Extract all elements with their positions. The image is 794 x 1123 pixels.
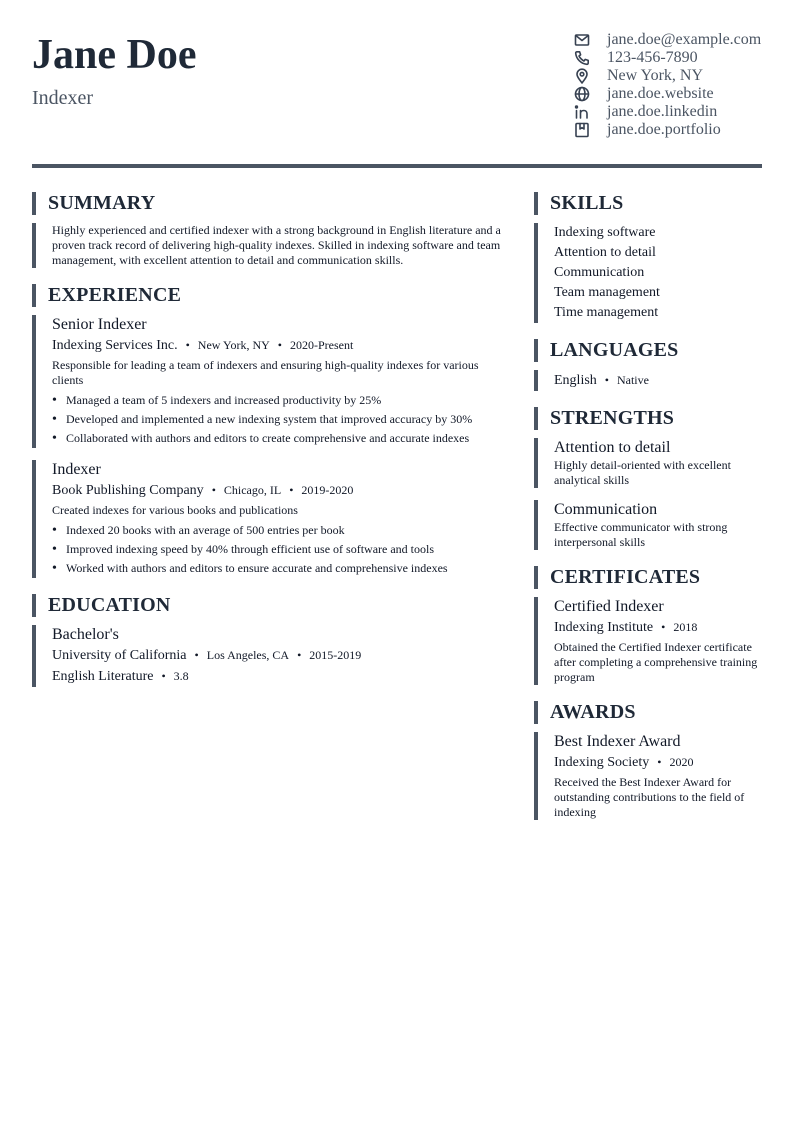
contact-email[interactable] [574,31,774,49]
experience-entry [32,315,512,448]
school-dates: 2015-2019 [309,648,362,662]
portfolio-icon [574,121,592,139]
job-location: Chicago, IL [223,483,282,497]
list-item: • Improved indexing speed by 40% through efficient use of software and tools [52,540,512,559]
job-bullets [52,521,512,578]
experience-heading: EXPERIENCE [32,284,512,307]
certificate-text: Obtained the Certified Indexer certificate after completing a comprehensive training program [554,640,758,684]
strength-text: Effective communicator with strong interpersonal skills [554,520,728,549]
separator-dot: • [211,483,216,497]
certificate-entry [534,597,762,685]
left-column [32,192,512,687]
separator-dot: • [185,338,190,352]
skill-item: Time management [554,305,659,320]
separator-dot: • [277,338,282,352]
header-divider [32,164,762,168]
strength-title: Attention to detail [554,439,671,456]
certificate-issuer-line [554,617,762,638]
field-of-study: English Literature [52,669,154,684]
location-icon [574,67,592,85]
separator-dot: • [657,755,662,769]
school-location: Los Angeles, CA [206,648,290,662]
summary-block [32,223,512,268]
field-line [52,666,512,687]
contact-linkedin[interactable] [574,103,774,121]
mail-icon [574,31,592,49]
job-role: Indexer [52,461,101,478]
contact-portfolio[interactable] [574,121,774,139]
contact-text: 123-456-7890 [607,49,698,66]
languages-block [534,370,762,391]
right-column [534,192,762,820]
strength-entry [534,438,762,488]
certificate-issuer: Indexing Institute [554,620,654,635]
strength-title: Communication [554,501,658,518]
language-name: English [554,373,597,388]
school: University of California [52,648,187,663]
skill-item: Communication [554,265,645,280]
skills-block [534,223,762,323]
education-heading: EDUCATION [32,594,512,617]
award-issuer-line [554,752,762,773]
contact-text: jane.doe.portfolio [607,121,721,138]
skill-item: Indexing software [554,225,656,240]
contact-location [574,67,774,85]
job-location: New York, NY [197,338,270,352]
contact-list [574,31,774,139]
languages-heading: LANGUAGES [534,339,762,362]
job-description: Responsible for leading a team of indexers and ensuring high-quality indexes for various clients [52,358,479,387]
job-dates: 2019-2020 [301,483,354,497]
language-level: Native [616,373,649,387]
list-item: • Worked with authors and editors to ensure accurate and comprehensive indexes [52,559,512,578]
separator-dot: • [161,669,166,683]
contact-text: New York, NY [607,67,704,84]
certificates-heading: CERTIFICATES [534,566,762,589]
certificate-year: 2018 [673,620,698,634]
contact-text: jane.doe.website [607,85,714,102]
degree: Bachelor's [52,626,119,643]
award-year: 2020 [669,755,694,769]
candidate-title: Indexer [32,87,94,109]
contact-phone[interactable] [574,49,774,67]
list-item: • Developed and implemented a new indexing system that improved accuracy by 30% [52,410,512,429]
summary-text: Highly experienced and certified indexer with a strong background in English literature and a proven track record of delivering high-quality indexes. Skilled in indexing software and team management, with excellent attention to detail and communication skills. [52,223,501,267]
strengths-heading: STRENGTHS [534,407,762,430]
job-role: Senior Indexer [52,316,147,333]
certificate-title: Certified Indexer [554,598,664,615]
phone-icon [574,49,592,67]
contact-text: jane.doe.linkedin [607,103,718,120]
language-item [554,370,762,391]
separator-dot: • [194,648,199,662]
job-description: Created indexes for various books and publications [52,503,298,517]
separator-dot: • [297,648,302,662]
strength-text: Highly detail-oriented with excellent analytical skills [554,458,731,487]
education-entry [32,625,512,687]
gpa: 3.8 [173,669,189,683]
strength-entry [534,500,762,550]
contact-website[interactable] [574,85,774,103]
job-company-line [52,480,512,501]
job-company: Book Publishing Company [52,483,204,498]
school-line [52,645,512,666]
separator-dot: • [604,373,609,387]
skill-item: Team management [554,285,660,300]
linkedin-icon [574,103,592,121]
skill-item: Attention to detail [554,245,656,260]
job-company: Indexing Services Inc. [52,338,178,353]
job-bullets [52,391,512,448]
award-issuer: Indexing Society [554,755,650,770]
experience-entry [32,460,512,578]
summary-heading: SUMMARY [32,192,512,215]
award-title: Best Indexer Award [554,733,681,750]
job-dates: 2020-Present [290,338,354,352]
list-item: • Collaborated with authors and editors to create comprehensive and accurate indexes [52,429,512,448]
award-text: Received the Best Indexer Award for outstanding contributions to the field of indexing [554,775,745,819]
list-item: • Indexed 20 books with an average of 500 entries per book [52,521,512,540]
job-company-line [52,335,512,356]
skills-heading: SKILLS [534,192,762,215]
contact-text: jane.doe@example.com [607,31,762,48]
list-item: • Managed a team of 5 indexers and increased productivity by 25% [52,391,512,410]
candidate-name: Jane Doe [32,32,197,78]
separator-dot: • [661,620,666,634]
globe-icon [574,85,592,103]
award-entry [534,732,762,820]
separator-dot: • [289,483,294,497]
awards-heading: AWARDS [534,701,762,724]
